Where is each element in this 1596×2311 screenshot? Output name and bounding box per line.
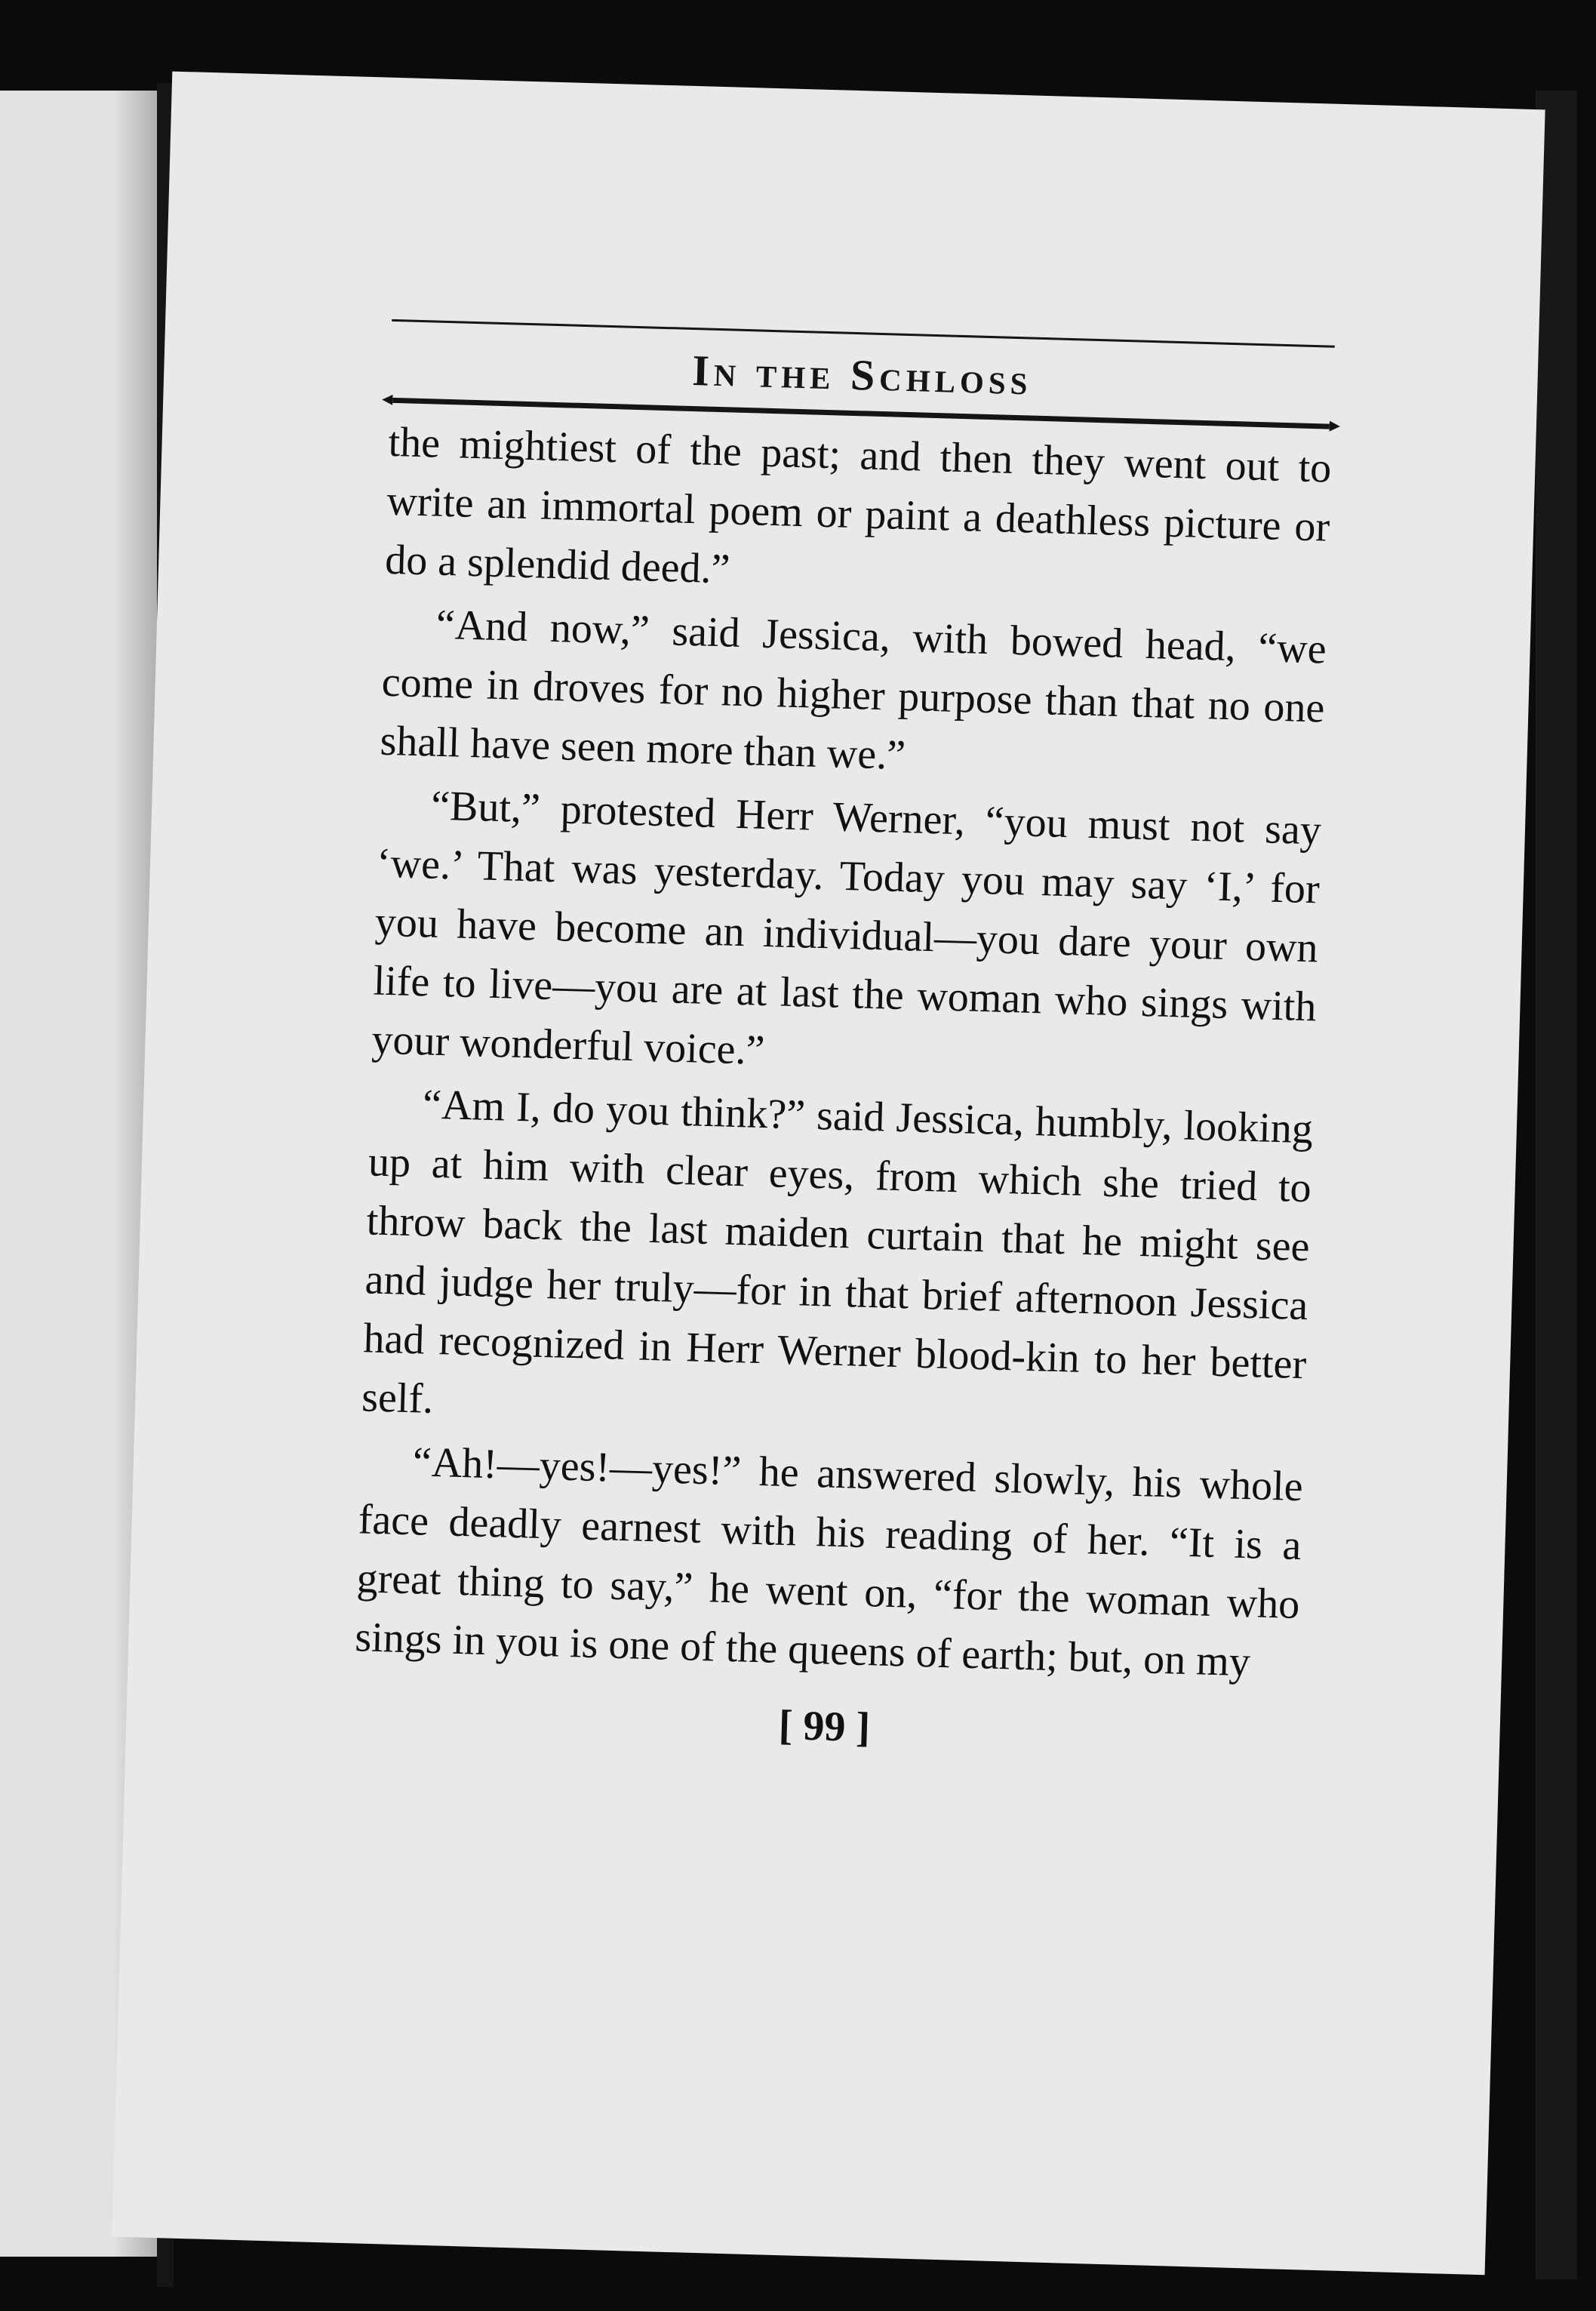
book-page: [112, 72, 1545, 2276]
page-number: [ 99 ]: [777, 1701, 871, 1752]
page-edge: [1536, 91, 1577, 2279]
left-arrow-ornament: [382, 395, 392, 405]
right-arrow-ornament: [1330, 421, 1340, 432]
paragraph: the mightiest of the past; and then they went out to write an immortal poem or paint a deathless picture or do a splendid deed.”: [384, 418, 1333, 593]
paragraph: “And now,” said Jessica, with bowed head, “we come in droves for no higher purpose than that no one shall have seen more than we.”: [379, 601, 1327, 780]
paragraph: “Ah!—yes!—yes!” he answered slowly, his whole face deadly earnest with his reading of her. “It is a great thing to say,” he went on, “for the woman who sings in you is one of the queens of earth; but, on my: [354, 1439, 1304, 1686]
paragraph: “Am I, do you think?” said Jessica, humbly, looking up at him with clear eyes, from which she tried to throw back the last maiden curtain that he might see and judge her truly—for in that brief afternoon Jessica had recognized in Herr Werner blood-kin to her better self.: [361, 1081, 1314, 1423]
paragraph: “But,” protested Herr Werner, “you must not say ‘we.’ That was yesterday. Today you may say ‘I,’ for you have become an individual—you dare your own life to live—you are at last the woman who sings with your wonderful voice.”: [371, 782, 1322, 1075]
page-content: [352, 319, 1335, 1764]
running-head: In the Schloss: [691, 345, 1033, 405]
